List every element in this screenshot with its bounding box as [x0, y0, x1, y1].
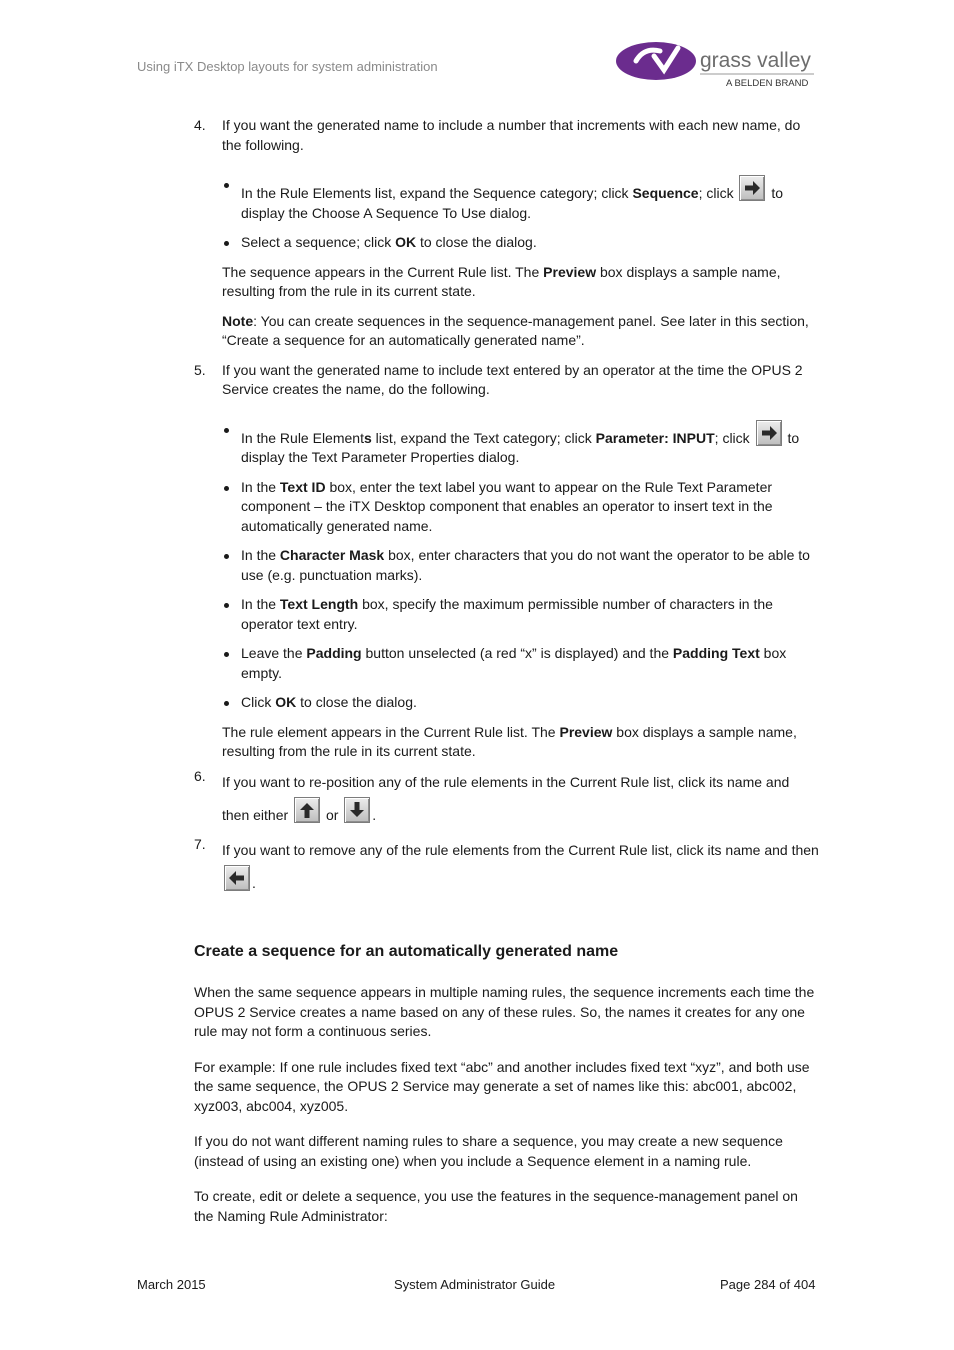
step-number: 4.: [194, 117, 206, 133]
grass-valley-logo-icon: [614, 36, 818, 92]
text: or: [322, 806, 343, 823]
bold-text: Preview: [559, 723, 613, 740]
text: The rule element appears in the Current Rule list. The: [222, 723, 560, 740]
bold-text: Sequence: [632, 185, 699, 201]
step-number: 5.: [194, 361, 206, 378]
document-body: [194, 116, 820, 1242]
paragraph: [222, 263, 820, 302]
bold-text: Preview: [543, 263, 597, 280]
list-item: [222, 175, 820, 223]
text: button unselected (a red “x” is displayed) and the: [361, 645, 673, 661]
bold-text: Parameter: INPUT: [595, 429, 715, 446]
bold-text: Padding: [306, 645, 362, 661]
bold-text: Padding Text: [672, 645, 760, 661]
step-text: If you want the generated name to include a number that increments with each new name, do the following.: [222, 117, 801, 153]
text: to close the dialog.: [296, 694, 417, 710]
text: In the: [241, 478, 280, 495]
arrow-down-icon: [344, 797, 370, 823]
bold-text: Text Length: [279, 596, 359, 612]
text: In the Rule Element: [241, 429, 364, 446]
step-number: 7.: [194, 835, 206, 852]
list-item: [222, 546, 820, 585]
footer-date: March 2015: [137, 1277, 206, 1292]
step-text: [222, 767, 820, 830]
text: The sequence appears in the Current Rule list. The: [222, 263, 544, 280]
bold-text: s: [363, 429, 372, 446]
list-item: [222, 420, 820, 468]
list-item: [222, 233, 820, 253]
text: Select a sequence; click: [241, 234, 396, 250]
text: ; click: [714, 429, 754, 446]
step-4: [194, 116, 820, 351]
text: ; click: [698, 185, 738, 201]
logo-subtext: A BELDEN BRAND: [726, 78, 809, 89]
text: If you want to remove any of the rule elements from the Current Rule list, click its name and then: [222, 841, 819, 858]
text: .: [252, 874, 256, 891]
text: box, enter characters that you do not want the operator to be able to use (e.g. punctuation marks).: [241, 547, 810, 583]
step-text: If you want the generated name to include text entered by an operator at the time the OPUS 2 Service creates the name, do the following.: [222, 361, 803, 397]
step-number: 6.: [194, 767, 206, 784]
text: In the Rule Elements list, expand the Sequence category; click: [241, 185, 633, 201]
list-item: [222, 693, 820, 713]
text: .: [372, 806, 377, 823]
bullet-list: [222, 175, 820, 253]
arrow-right-icon: [739, 175, 765, 201]
step-5: [194, 361, 820, 762]
logo-wordmark: grass valley: [700, 49, 811, 72]
text: to display the Text Parameter Properties dialog.: [241, 429, 800, 465]
paragraph: When the same sequence appears in multiple naming rules, the sequence increments each time the OPUS 2 Service creates a name based on any of these rules. So, the names it creates for any one rule may not form a continuous series.: [194, 984, 815, 1039]
note-paragraph: [222, 312, 820, 351]
text: box empty.: [241, 645, 787, 681]
text: to close the dialog.: [416, 234, 537, 250]
step-7: [194, 835, 820, 898]
list-item: [222, 595, 820, 634]
text: box displays a sample name, resulting from the rule in its current state.: [222, 723, 797, 759]
text: In the: [241, 596, 280, 612]
arrow-right-icon: [756, 420, 782, 446]
text: : You can create sequences in the sequence-management panel. See later in this section, “Create a sequence for an automatically generated name”.: [222, 312, 809, 348]
text: Leave the: [241, 645, 307, 661]
text: list, expand the Text category; click: [371, 429, 596, 446]
step-text: [222, 835, 820, 898]
text: to display the Choose A Sequence To Use dialog.: [241, 185, 784, 221]
list-item: [222, 644, 820, 683]
grass-valley-logo: [614, 36, 818, 92]
running-header: Using iTX Desktop layouts for system administration: [137, 59, 438, 74]
footer-guide-title: System Administrator Guide: [394, 1277, 556, 1292]
text: box, enter the text label you want to appear on the Rule Text Parameter component – the iTX Desktop component that enables an operator to insert text in the automatically generated name.: [241, 478, 773, 534]
bold-text: OK: [275, 694, 297, 710]
bold-text: Text ID: [279, 478, 326, 495]
text: If you want to re-position any of the rule elements in the Current Rule list, click its name and then either: [222, 773, 790, 823]
bold-text: Character Mask: [279, 547, 385, 563]
text: box displays a sample name, resulting from the rule in its current state.: [222, 263, 781, 299]
paragraph: [222, 723, 820, 762]
bold-text: OK: [395, 234, 417, 250]
note-label: Note: [222, 312, 254, 329]
paragraph: To create, edit or delete a sequence, you use the features in the sequence-management panel on the Naming Rule Administrator:: [194, 1188, 798, 1224]
list-item: [222, 478, 820, 537]
footer-page-number: Page 284 of 404: [720, 1277, 816, 1292]
paragraph: For example: If one rule includes fixed text “abc” and another includes fixed text “xyz”, and both use the same sequence, the OPUS 2 Service may generate a set of names like this: abc001, abc002, xyz003, abc004, xyz005.: [194, 1058, 810, 1114]
text: In the: [241, 547, 280, 563]
section-heading: Create a sequence for an automatically generated name: [194, 942, 619, 960]
bullet-list: [222, 420, 820, 713]
text: Click: [241, 694, 276, 710]
arrow-up-icon: [294, 797, 320, 823]
step-6: [194, 767, 820, 830]
arrow-left-icon: [224, 865, 250, 891]
paragraph: If you do not want different naming rules to share a sequence, you may create a new sequence (instead of using an existing one) when you include a Sequence element in a naming rule.: [194, 1133, 783, 1169]
text: box, specify the maximum permissible number of characters in the operator text entry.: [241, 596, 773, 632]
